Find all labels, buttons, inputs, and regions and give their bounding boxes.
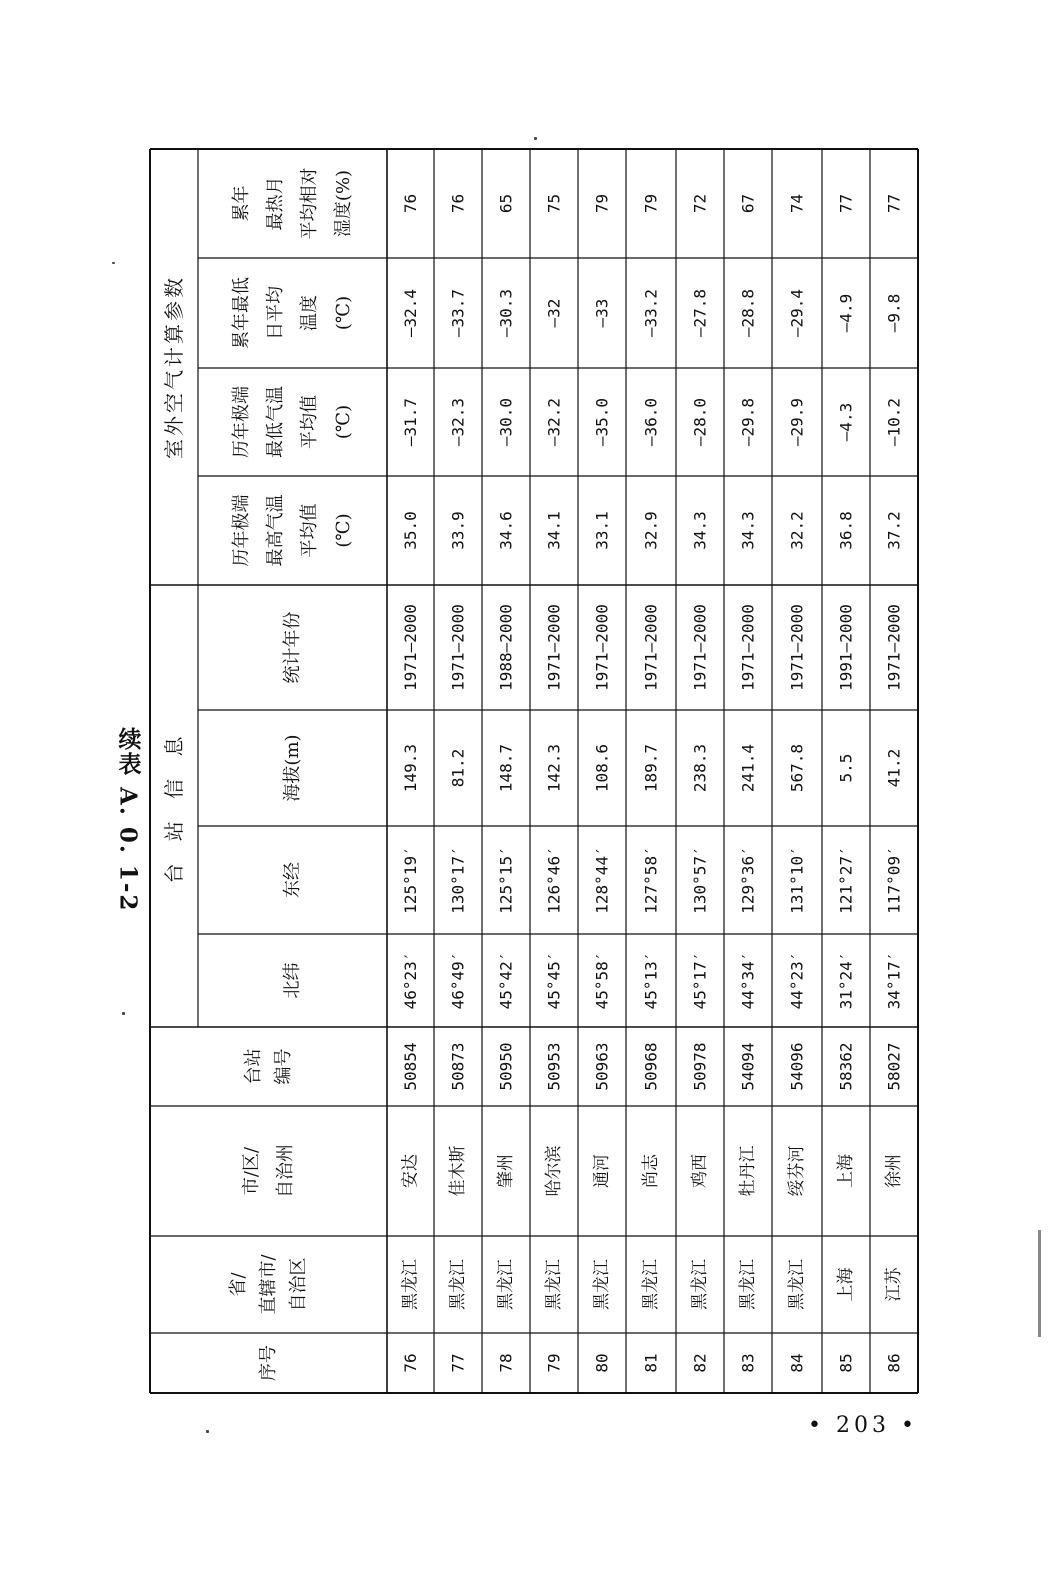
table-cell-tmax: 34.1	[544, 511, 564, 550]
table-cell-tmin: —30.0	[496, 397, 516, 447]
table-cell-rh: 67	[738, 193, 758, 214]
table-cell-years: 1988—2000	[496, 604, 516, 691]
table-cell-province: 黑龙江	[400, 1259, 421, 1310]
header-outdoor-params: 室外空气计算参数	[162, 275, 186, 459]
table-cell-tmax: 34.3	[690, 511, 710, 550]
table-cell-lat: 34°17′	[884, 951, 904, 1010]
table-cell-rh: 65	[496, 193, 516, 214]
table-cell-alt: 142.3	[544, 743, 564, 793]
table-cell-lon: 130°57′	[690, 846, 710, 914]
header-tmax: 最高气温	[265, 494, 286, 567]
header-seq: 序号	[258, 1345, 279, 1381]
table-cell-tmin: —35.0	[592, 397, 612, 447]
table-cell-years: 1971—2000	[448, 604, 468, 691]
table-cell-tday: —33.7	[448, 288, 468, 338]
table-cell-lat: 45°58′	[592, 951, 612, 1010]
table-cell-tday: —27.8	[690, 288, 710, 338]
table-cell-city: 哈尔滨	[544, 1145, 564, 1197]
table-cell-tday: —32.4	[401, 288, 420, 338]
scan-speck	[112, 262, 115, 264]
table-cell-years: 1971—2000	[690, 604, 710, 691]
table-cell-tmax: 35.0	[401, 511, 420, 550]
table-cell-lat: 31°24′	[836, 951, 856, 1010]
table-cell-lat: 44°34′	[738, 951, 758, 1010]
header-tmin: 最低气温	[265, 386, 286, 458]
table-cell-province: 上海	[836, 1267, 856, 1302]
table-cell-rh: 77	[884, 193, 904, 214]
table-cell-alt: 148.7	[496, 743, 516, 793]
table-cell-seq: 85	[836, 1353, 856, 1373]
header-rh: 平均相对	[299, 167, 320, 240]
scan-speck	[122, 1012, 125, 1015]
header-years: 统计年份	[282, 611, 303, 684]
table-cell-province: 黑龙江	[496, 1259, 516, 1310]
scan-speck	[206, 1430, 209, 1433]
table-cell-station-id: 50950	[496, 1042, 516, 1091]
table-cell-tmin: —31.7	[401, 397, 420, 447]
table-cell-province: 黑龙江	[690, 1259, 710, 1310]
table-cell-alt: 5.5	[836, 753, 856, 783]
table-cell-tmin: —4.3	[836, 402, 856, 442]
header-province: 直辖市/	[258, 1254, 279, 1315]
table-cell-alt: 81.2	[448, 748, 468, 788]
table-cell-seq: 81	[641, 1353, 661, 1373]
header-rh: 最热月	[265, 176, 286, 231]
table-cell-seq: 80	[592, 1353, 612, 1373]
table-cell-alt: 149.3	[401, 743, 420, 793]
table-cell-lat: 46°23′	[401, 951, 420, 1010]
table-cell-years: 1971—2000	[787, 604, 807, 691]
table-cell-tmax: 32.9	[641, 511, 661, 550]
table-cell-tday: —33	[592, 298, 612, 328]
header-lon: 东经	[282, 862, 303, 898]
table-cell-rh: 79	[641, 193, 661, 214]
table-cell-tmin: —32.3	[448, 397, 468, 447]
table-cell-tmax: 34.3	[738, 511, 758, 550]
table-cell-years: 1971—2000	[884, 604, 904, 691]
table-cell-lat: 44°23′	[787, 951, 807, 1010]
scan-speck	[534, 137, 537, 140]
table-cell-province: 黑龙江	[641, 1259, 661, 1310]
table-title: 续表 A. 0. 1-2	[114, 727, 142, 913]
header-rh: 湿度(%)	[333, 169, 354, 238]
table-cell-lon: 127°58′	[641, 846, 661, 914]
table-cell-tmin: —36.0	[641, 397, 661, 447]
table-cell-province: 黑龙江	[448, 1259, 468, 1310]
table-cell-station-id: 50963	[592, 1042, 612, 1091]
table-cell-rh: 74	[787, 193, 807, 214]
table-cell-alt: 41.2	[884, 748, 904, 788]
table-cell-tday: —33.2	[641, 288, 661, 338]
table-cell-lon: 126°46′	[544, 846, 564, 914]
table-cell-city: 绥芬河	[787, 1145, 807, 1197]
table-cell-province: 黑龙江	[544, 1259, 564, 1310]
header-station-info: 台 站 信 息	[162, 728, 186, 884]
header-tmax: 历年极端	[231, 494, 252, 567]
table-cell-tmin: —10.2	[884, 397, 904, 447]
table-cell-years: 1971—2000	[738, 604, 758, 691]
table-cell-lat: 45°17′	[690, 951, 710, 1010]
table-cell-station-id: 50968	[641, 1042, 661, 1091]
table-cell-seq: 79	[544, 1353, 564, 1373]
table-cell-tmax: 34.6	[496, 511, 516, 550]
header-tmin: 平均值	[299, 395, 320, 449]
header-province: 自治区	[288, 1257, 309, 1312]
table-cell-tmax: 33.9	[448, 511, 468, 550]
table-cell-rh: 77	[836, 193, 856, 214]
table-cell-lat: 45°45′	[544, 951, 564, 1010]
table-cell-years: 1971—2000	[544, 604, 564, 691]
header-tmin: (℃)	[333, 404, 354, 440]
header-lat: 北纬	[282, 962, 303, 999]
table-cell-lat: 45°42′	[496, 951, 516, 1010]
table-cell-tday: —29.4	[787, 288, 807, 338]
table-cell-alt: 108.6	[592, 743, 612, 793]
table-cell-station-id: 54096	[787, 1042, 807, 1091]
table-cell-station-id: 50978	[690, 1042, 710, 1091]
table-cell-alt: 238.3	[690, 743, 710, 793]
table-cell-tmax: 33.1	[592, 511, 612, 550]
table-cell-station-id: 50854	[401, 1042, 420, 1091]
scan-edge-mark	[1038, 1230, 1041, 1337]
table-cell-alt: 189.7	[641, 743, 661, 793]
table-cell-rh: 76	[448, 193, 468, 214]
table-cell-tday: —32	[544, 298, 564, 328]
table-cell-tmin: —29.9	[787, 397, 807, 447]
table-cell-city: 徐州	[884, 1154, 904, 1188]
table-cell-lon: 130°17′	[448, 846, 468, 914]
table-cell-years: 1971—2000	[592, 604, 612, 691]
table-cell-city: 通河	[592, 1154, 612, 1188]
table-cell-years: 1971—2000	[401, 604, 420, 691]
table-cell-city: 鸡西	[690, 1154, 710, 1188]
table-cell-city: 上海	[836, 1154, 856, 1188]
table-cell-seq: 84	[787, 1353, 807, 1373]
table-cell-years: 1971—2000	[641, 604, 661, 691]
table-cell-lon: 125°15′	[496, 846, 516, 914]
table-cell-tmax: 36.8	[836, 511, 856, 550]
table-cell-tmin: —28.0	[690, 397, 710, 447]
header-tmax: 平均值	[299, 503, 320, 558]
table-cell-tmax: 37.2	[884, 511, 904, 550]
table-cell-tday: —4.9	[836, 293, 856, 333]
table-cell-lat: 45°13′	[641, 951, 661, 1010]
table-cell-station-id: 58362	[836, 1042, 856, 1091]
header-alt: 海拔(m)	[282, 734, 303, 802]
header-tday: 温度	[299, 295, 320, 331]
table-cell-lat: 46°49′	[448, 951, 468, 1010]
table-cell-city: 佳木斯	[448, 1145, 468, 1197]
table-cell-station-id: 54094	[738, 1042, 758, 1091]
table-cell-lon: 117°09′	[884, 846, 904, 914]
table-cell-lon: 121°27′	[836, 846, 856, 914]
table-cell-city: 肇州	[496, 1154, 516, 1188]
table-cell-tmin: —32.2	[544, 397, 564, 447]
table-cell-rh: 72	[690, 193, 710, 214]
header-rh: 累年	[231, 185, 252, 222]
table-cell-tday: —28.8	[738, 288, 758, 338]
header-tday: (℃)	[333, 295, 354, 331]
table-cell-lon: 128°44′	[592, 846, 612, 914]
table-cell-rh: 76	[401, 193, 420, 214]
header-tday: 累年最低	[231, 277, 252, 349]
header-province: 省/	[228, 1272, 249, 1297]
header-city: 市/区/	[241, 1146, 262, 1196]
table-cell-lon: 125°19′	[401, 846, 420, 914]
table-cell-seq: 76	[401, 1353, 420, 1373]
table-cell-alt: 567.8	[787, 743, 807, 793]
table-cell-seq: 82	[690, 1353, 710, 1373]
table-cell-seq: 78	[496, 1353, 516, 1373]
table-cell-province: 黑龙江	[787, 1259, 807, 1310]
header-tday: 日平均	[265, 286, 286, 340]
table-cell-lon: 129°36′	[738, 846, 758, 914]
table-cell-years: 1991—2000	[836, 604, 856, 691]
table-cell-city: 安达	[400, 1154, 421, 1188]
header-station-id: 编号	[273, 1048, 294, 1085]
table-cell-seq: 77	[448, 1353, 468, 1373]
table-cell-province: 江苏	[884, 1267, 904, 1302]
table-cell-station-id: 50873	[448, 1042, 468, 1091]
table-cell-lon: 131°10′	[787, 846, 807, 914]
table-cell-rh: 75	[544, 193, 564, 214]
header-city: 自治州	[275, 1144, 296, 1198]
table-cell-tmax: 32.2	[787, 511, 807, 550]
table-cell-tday: —9.8	[884, 293, 904, 333]
table-cell-station-id: 58027	[884, 1042, 904, 1091]
table-cell-city: 尚志	[641, 1154, 661, 1188]
table-cell-rh: 79	[592, 193, 612, 214]
table-cell-alt: 241.4	[738, 743, 758, 793]
page-number: • 203 •	[808, 1413, 918, 1438]
table-cell-station-id: 50953	[544, 1042, 564, 1091]
table-cell-seq: 83	[738, 1353, 758, 1373]
header-station-id: 台站	[243, 1048, 264, 1085]
table-cell-province: 黑龙江	[738, 1259, 758, 1310]
header-tmin: 历年极端	[231, 386, 252, 458]
header-tmax: (℃)	[333, 513, 354, 548]
table-cell-tmin: —29.8	[738, 397, 758, 447]
table-cell-city: 牡丹江	[738, 1145, 758, 1197]
table-cell-tday: —30.3	[496, 288, 516, 338]
table-cell-province: 黑龙江	[592, 1259, 612, 1310]
table-cell-seq: 86	[884, 1353, 904, 1373]
